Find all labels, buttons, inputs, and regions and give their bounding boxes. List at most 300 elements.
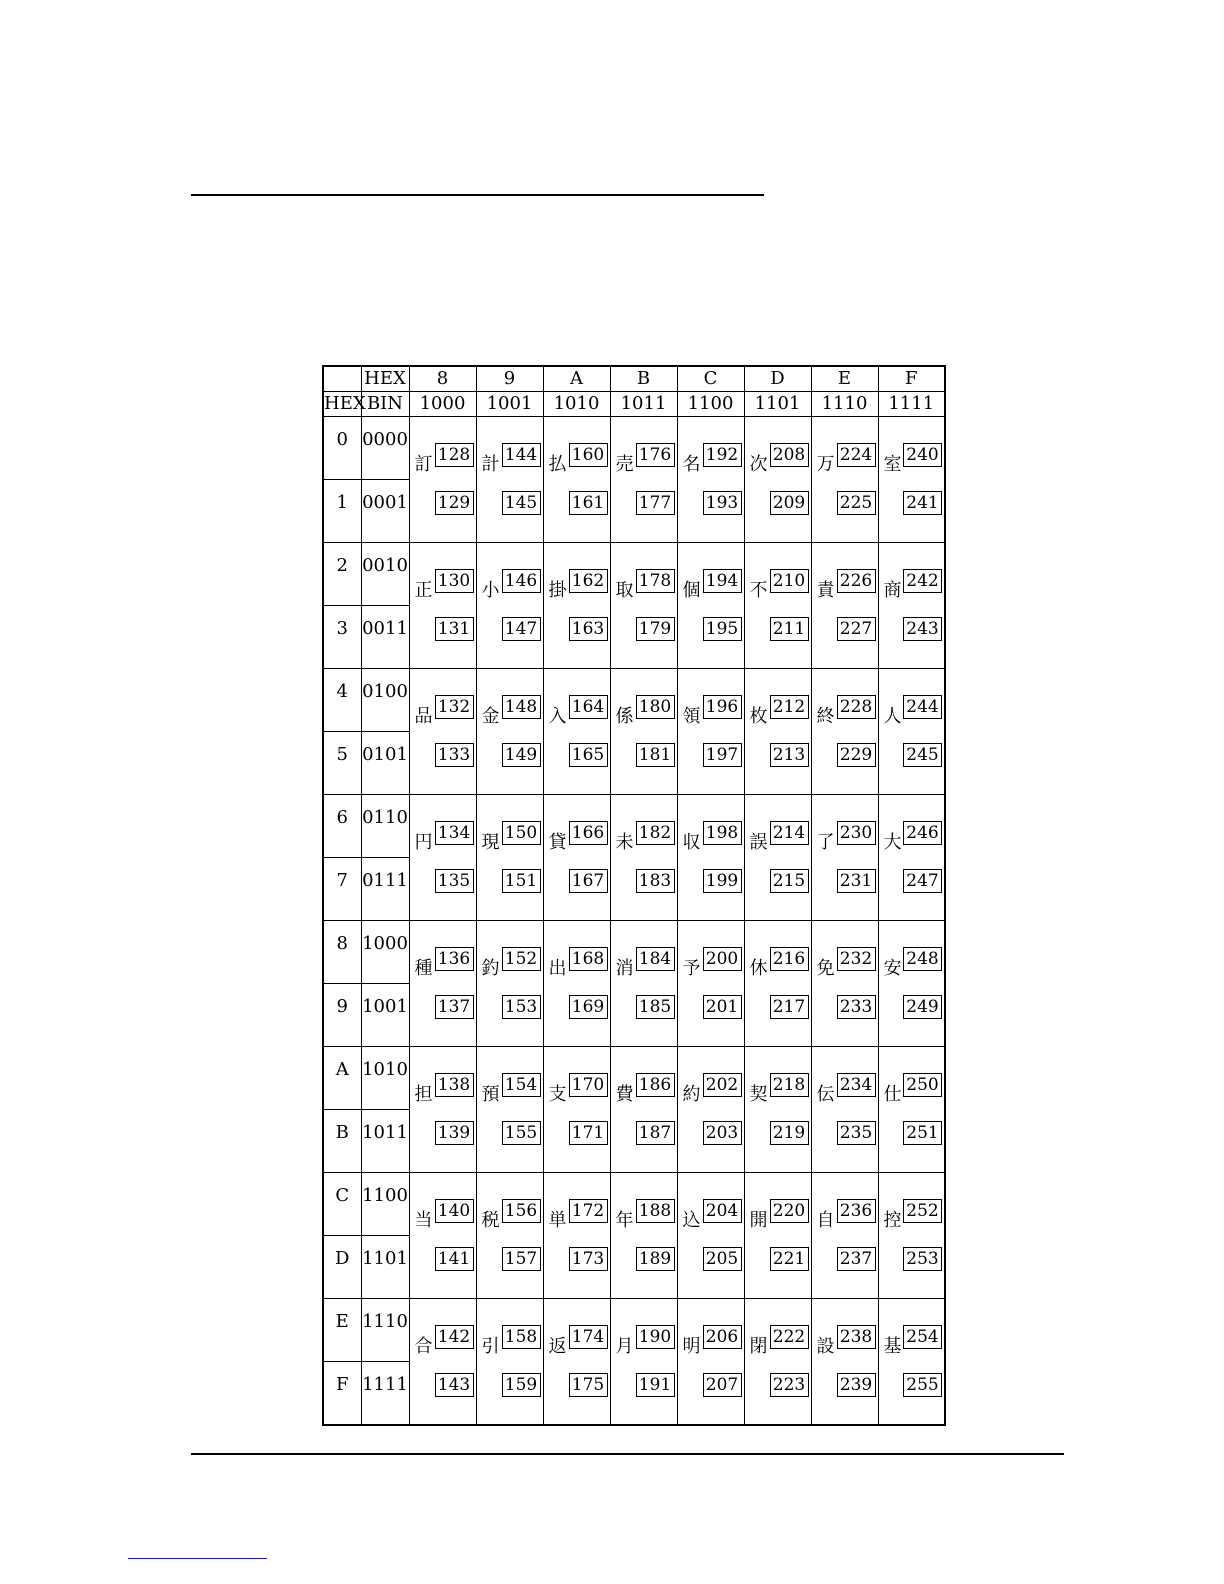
kanji-char: 訂 — [414, 454, 433, 475]
char-cell — [610, 669, 677, 795]
char-cell — [409, 1173, 476, 1299]
char-cell — [476, 1047, 543, 1173]
code-box: 128 — [435, 443, 474, 467]
low-nibble-bin: 1001 — [361, 984, 409, 1047]
footer-link-underline — [128, 1558, 267, 1559]
code-box: 196 — [703, 695, 742, 719]
char-cell — [677, 1299, 744, 1426]
char-cell — [409, 669, 476, 795]
low-nibble-bin: 0101 — [361, 732, 409, 795]
kanji-char: 不 — [749, 580, 768, 601]
code-box: 185 — [636, 995, 675, 1019]
char-cell — [409, 795, 476, 921]
char-cell — [610, 543, 677, 669]
char-cell — [811, 921, 878, 1047]
kanji-char: 免 — [816, 958, 835, 979]
code-box: 197 — [703, 743, 742, 767]
kanji-char: 誤 — [749, 832, 768, 853]
high-nibble-hex: D — [744, 366, 811, 392]
code-box: 145 — [502, 491, 541, 515]
code-box: 180 — [636, 695, 675, 719]
kanji-char: 係 — [615, 706, 634, 727]
code-box: 138 — [435, 1073, 474, 1097]
low-nibble-bin: 0111 — [361, 858, 409, 921]
kanji-char: 取 — [615, 580, 634, 601]
high-nibble-hex: 8 — [409, 366, 476, 392]
kanji-char: 月 — [615, 1336, 634, 1357]
code-box: 212 — [770, 695, 809, 719]
high-nibble-bin: 1101 — [744, 392, 811, 417]
low-nibble-bin: 1000 — [361, 921, 409, 984]
code-box: 244 — [903, 695, 942, 719]
code-box: 235 — [837, 1121, 876, 1145]
char-cell — [677, 795, 744, 921]
kanji-char: 伝 — [816, 1084, 835, 1105]
char-cell — [409, 543, 476, 669]
code-box: 250 — [903, 1073, 942, 1097]
char-cell — [610, 1299, 677, 1426]
code-box: 140 — [435, 1199, 474, 1223]
code-box: 253 — [903, 1247, 942, 1271]
char-cell — [610, 921, 677, 1047]
kanji-char: 込 — [682, 1210, 701, 1231]
code-box: 192 — [703, 443, 742, 467]
code-box: 209 — [770, 491, 809, 515]
kanji-char: 貸 — [548, 832, 567, 853]
code-box: 220 — [770, 1199, 809, 1223]
code-box: 173 — [569, 1247, 608, 1271]
code-box: 205 — [703, 1247, 742, 1271]
low-nibble-bin: 1110 — [361, 1299, 409, 1362]
code-box: 139 — [435, 1121, 474, 1145]
code-box: 234 — [837, 1073, 876, 1097]
low-nibble-hex: A — [323, 1047, 361, 1110]
code-box: 144 — [502, 443, 541, 467]
code-box: 150 — [502, 821, 541, 845]
char-cell — [811, 795, 878, 921]
char-cell — [878, 1299, 945, 1426]
code-box: 189 — [636, 1247, 675, 1271]
char-cell — [744, 795, 811, 921]
char-cell — [610, 417, 677, 543]
code-box: 184 — [636, 947, 675, 971]
char-cell — [878, 795, 945, 921]
code-box: 136 — [435, 947, 474, 971]
kanji-char: 万 — [816, 454, 835, 475]
code-box: 217 — [770, 995, 809, 1019]
char-cell — [744, 1047, 811, 1173]
kanji-char: 単 — [548, 1210, 567, 1231]
code-box: 156 — [502, 1199, 541, 1223]
code-box: 168 — [569, 947, 608, 971]
char-cell — [811, 543, 878, 669]
high-nibble-hex: E — [811, 366, 878, 392]
code-box: 238 — [837, 1325, 876, 1349]
code-box: 165 — [569, 743, 608, 767]
code-box: 171 — [569, 1121, 608, 1145]
code-box: 153 — [502, 995, 541, 1019]
code-box: 187 — [636, 1121, 675, 1145]
char-cell — [476, 1173, 543, 1299]
char-cell — [543, 543, 610, 669]
corner-cell — [323, 366, 361, 392]
kanji-char: 預 — [481, 1084, 500, 1105]
code-box: 230 — [837, 821, 876, 845]
low-nibble-bin: 0001 — [361, 480, 409, 543]
kanji-char: 引 — [481, 1336, 500, 1357]
kanji-char: 明 — [682, 1336, 701, 1357]
code-box: 142 — [435, 1325, 474, 1349]
high-nibble-bin: 1000 — [409, 392, 476, 417]
char-cell — [677, 1173, 744, 1299]
kanji-char: 支 — [548, 1084, 567, 1105]
kanji-char: 年 — [615, 1210, 634, 1231]
code-box: 204 — [703, 1199, 742, 1223]
code-box: 157 — [502, 1247, 541, 1271]
char-cell — [744, 1299, 811, 1426]
code-box: 134 — [435, 821, 474, 845]
code-box: 162 — [569, 569, 608, 593]
kanji-char: 名 — [682, 454, 701, 475]
kanji-char: 収 — [682, 832, 701, 853]
code-box: 202 — [703, 1073, 742, 1097]
kanji-char: 小 — [481, 580, 500, 601]
kanji-char: 個 — [682, 580, 701, 601]
code-box: 129 — [435, 491, 474, 515]
code-box: 236 — [837, 1199, 876, 1223]
char-cell — [409, 1047, 476, 1173]
kanji-char: 予 — [682, 958, 701, 979]
char-cell — [744, 417, 811, 543]
code-box: 247 — [903, 869, 942, 893]
char-cell — [543, 1047, 610, 1173]
code-box: 186 — [636, 1073, 675, 1097]
char-cell — [878, 543, 945, 669]
code-box: 243 — [903, 617, 942, 641]
code-box: 207 — [703, 1373, 742, 1397]
char-cell — [677, 417, 744, 543]
kanji-char: 正 — [414, 580, 433, 601]
code-box: 174 — [569, 1325, 608, 1349]
char-cell — [878, 1047, 945, 1173]
low-nibble-hex: 3 — [323, 606, 361, 669]
code-box: 206 — [703, 1325, 742, 1349]
code-box: 190 — [636, 1325, 675, 1349]
char-cell — [409, 417, 476, 543]
code-box: 232 — [837, 947, 876, 971]
char-cell — [476, 795, 543, 921]
char-cell — [543, 1299, 610, 1426]
char-cell — [811, 1173, 878, 1299]
kanji-char: 自 — [816, 1210, 835, 1231]
kanji-char: 未 — [615, 832, 634, 853]
low-nibble-bin: 0000 — [361, 417, 409, 480]
code-box: 181 — [636, 743, 675, 767]
code-box: 225 — [837, 491, 876, 515]
kanji-char: 約 — [682, 1084, 701, 1105]
code-box: 130 — [435, 569, 474, 593]
code-box: 255 — [903, 1373, 942, 1397]
char-cell — [677, 543, 744, 669]
low-nibble-hex: 7 — [323, 858, 361, 921]
kanji-char: 休 — [749, 958, 768, 979]
code-box: 164 — [569, 695, 608, 719]
kanji-char: 売 — [615, 454, 634, 475]
kanji-char: 仕 — [883, 1084, 902, 1105]
code-box: 188 — [636, 1199, 675, 1223]
char-cell — [543, 1173, 610, 1299]
character-code-table — [322, 365, 946, 1426]
code-box: 245 — [903, 743, 942, 767]
code-box: 133 — [435, 743, 474, 767]
code-box: 146 — [502, 569, 541, 593]
char-cell — [409, 1299, 476, 1426]
code-box: 201 — [703, 995, 742, 1019]
code-box: 151 — [502, 869, 541, 893]
low-nibble-hex: 5 — [323, 732, 361, 795]
code-box: 147 — [502, 617, 541, 641]
high-nibble-bin: 1001 — [476, 392, 543, 417]
hex-header-label: HEX — [361, 366, 409, 392]
low-nibble-bin: 1101 — [361, 1236, 409, 1299]
kanji-char: 契 — [749, 1084, 768, 1105]
code-box: 154 — [502, 1073, 541, 1097]
code-box: 251 — [903, 1121, 942, 1145]
kanji-char: 計 — [481, 454, 500, 475]
char-cell — [677, 669, 744, 795]
char-cell — [409, 921, 476, 1047]
kanji-char: 人 — [883, 706, 902, 727]
kanji-char: 安 — [883, 958, 902, 979]
char-cell — [878, 921, 945, 1047]
code-box: 170 — [569, 1073, 608, 1097]
code-box: 252 — [903, 1199, 942, 1223]
kanji-char: 責 — [816, 580, 835, 601]
kanji-char: 商 — [883, 580, 902, 601]
low-nibble-hex: 2 — [323, 543, 361, 606]
char-cell — [610, 795, 677, 921]
kanji-char: 円 — [414, 832, 433, 853]
low-nibble-hex: 4 — [323, 669, 361, 732]
low-nibble-bin: 0011 — [361, 606, 409, 669]
footer-rule — [191, 1453, 1064, 1455]
high-nibble-bin: 1010 — [543, 392, 610, 417]
code-box: 240 — [903, 443, 942, 467]
high-nibble-bin: 1110 — [811, 392, 878, 417]
char-cell — [543, 417, 610, 543]
low-nibble-bin: 0110 — [361, 795, 409, 858]
code-box: 143 — [435, 1373, 474, 1397]
code-box: 219 — [770, 1121, 809, 1145]
kanji-char: 現 — [481, 832, 500, 853]
low-nibble-hex: 8 — [323, 921, 361, 984]
kanji-char: 領 — [682, 706, 701, 727]
code-box: 242 — [903, 569, 942, 593]
code-box: 239 — [837, 1373, 876, 1397]
code-box: 167 — [569, 869, 608, 893]
char-cell — [677, 1047, 744, 1173]
char-cell — [543, 921, 610, 1047]
kanji-char: 設 — [816, 1336, 835, 1357]
low-nibble-hex: 9 — [323, 984, 361, 1047]
code-box: 193 — [703, 491, 742, 515]
high-nibble-bin: 1011 — [610, 392, 677, 417]
code-box: 131 — [435, 617, 474, 641]
char-cell — [744, 1173, 811, 1299]
code-box: 199 — [703, 869, 742, 893]
kanji-char: 閉 — [749, 1336, 768, 1357]
code-box: 132 — [435, 695, 474, 719]
code-box: 233 — [837, 995, 876, 1019]
kanji-char: 掛 — [548, 580, 567, 601]
code-box: 198 — [703, 821, 742, 845]
char-cell — [744, 669, 811, 795]
char-cell — [811, 1047, 878, 1173]
high-nibble-hex: A — [543, 366, 610, 392]
char-cell — [476, 669, 543, 795]
code-box: 148 — [502, 695, 541, 719]
low-nibble-bin: 1111 — [361, 1362, 409, 1426]
code-box: 194 — [703, 569, 742, 593]
char-cell — [610, 1047, 677, 1173]
kanji-char: 控 — [883, 1210, 902, 1231]
code-box: 221 — [770, 1247, 809, 1271]
code-box: 218 — [770, 1073, 809, 1097]
code-box: 227 — [837, 617, 876, 641]
kanji-char: 税 — [481, 1210, 500, 1231]
low-nibble-bin: 1011 — [361, 1110, 409, 1173]
code-box: 166 — [569, 821, 608, 845]
code-box: 182 — [636, 821, 675, 845]
low-nibble-hex: B — [323, 1110, 361, 1173]
kanji-char: 釣 — [481, 958, 500, 979]
code-box: 254 — [903, 1325, 942, 1349]
code-box: 160 — [569, 443, 608, 467]
code-box: 203 — [703, 1121, 742, 1145]
code-box: 223 — [770, 1373, 809, 1397]
code-box: 178 — [636, 569, 675, 593]
char-cell — [543, 669, 610, 795]
code-box: 210 — [770, 569, 809, 593]
low-nibble-bin: 0010 — [361, 543, 409, 606]
code-box: 249 — [903, 995, 942, 1019]
code-box: 222 — [770, 1325, 809, 1349]
code-box: 229 — [837, 743, 876, 767]
char-cell — [744, 921, 811, 1047]
kanji-char: 室 — [883, 454, 902, 475]
hex-row-label: HEX — [323, 392, 361, 417]
kanji-char: 消 — [615, 958, 634, 979]
code-box: 224 — [837, 443, 876, 467]
bin-header-label: BIN — [361, 392, 409, 417]
code-box: 175 — [569, 1373, 608, 1397]
low-nibble-hex: C — [323, 1173, 361, 1236]
code-box: 163 — [569, 617, 608, 641]
kanji-char: 終 — [816, 706, 835, 727]
code-box: 159 — [502, 1373, 541, 1397]
kanji-char: 当 — [414, 1210, 433, 1231]
header-rule — [191, 194, 764, 196]
char-cell — [811, 1299, 878, 1426]
low-nibble-hex: 0 — [323, 417, 361, 480]
code-box: 152 — [502, 947, 541, 971]
code-box: 155 — [502, 1121, 541, 1145]
char-cell — [744, 543, 811, 669]
code-box: 169 — [569, 995, 608, 1019]
kanji-char: 出 — [548, 958, 567, 979]
char-cell — [677, 921, 744, 1047]
char-cell — [543, 795, 610, 921]
code-box: 231 — [837, 869, 876, 893]
high-nibble-hex: C — [677, 366, 744, 392]
code-box: 211 — [770, 617, 809, 641]
code-box: 228 — [837, 695, 876, 719]
low-nibble-hex: 6 — [323, 795, 361, 858]
char-cell — [878, 1173, 945, 1299]
code-box: 200 — [703, 947, 742, 971]
kanji-char: 返 — [548, 1336, 567, 1357]
low-nibble-hex: E — [323, 1299, 361, 1362]
code-box: 226 — [837, 569, 876, 593]
low-nibble-hex: 1 — [323, 480, 361, 543]
kanji-char: 枚 — [749, 706, 768, 727]
char-cell — [476, 1299, 543, 1426]
kanji-char: 品 — [414, 706, 433, 727]
code-box: 137 — [435, 995, 474, 1019]
kanji-char: 費 — [615, 1084, 634, 1105]
char-cell — [811, 417, 878, 543]
char-cell — [610, 1173, 677, 1299]
code-box: 183 — [636, 869, 675, 893]
code-box: 141 — [435, 1247, 474, 1271]
code-box: 176 — [636, 443, 675, 467]
high-nibble-bin: 1100 — [677, 392, 744, 417]
high-nibble-hex: 9 — [476, 366, 543, 392]
code-box: 172 — [569, 1199, 608, 1223]
char-cell — [476, 417, 543, 543]
high-nibble-hex: F — [878, 366, 945, 392]
code-box: 241 — [903, 491, 942, 515]
code-box: 248 — [903, 947, 942, 971]
kanji-char: 開 — [749, 1210, 768, 1231]
code-box: 135 — [435, 869, 474, 893]
char-cell — [476, 921, 543, 1047]
code-box: 177 — [636, 491, 675, 515]
code-box: 214 — [770, 821, 809, 845]
char-cell — [476, 543, 543, 669]
code-box: 161 — [569, 491, 608, 515]
low-nibble-bin: 1100 — [361, 1173, 409, 1236]
code-box: 237 — [837, 1247, 876, 1271]
kanji-char: 基 — [883, 1336, 902, 1357]
high-nibble-bin: 1111 — [878, 392, 945, 417]
high-nibble-hex: B — [610, 366, 677, 392]
kanji-char: 了 — [816, 832, 835, 853]
kanji-char: 合 — [414, 1336, 433, 1357]
code-box: 246 — [903, 821, 942, 845]
kanji-char: 種 — [414, 958, 433, 979]
low-nibble-bin: 1010 — [361, 1047, 409, 1110]
code-box: 216 — [770, 947, 809, 971]
kanji-char: 担 — [414, 1084, 433, 1105]
char-cell — [878, 417, 945, 543]
kanji-char: 次 — [749, 454, 768, 475]
code-box: 208 — [770, 443, 809, 467]
code-box: 213 — [770, 743, 809, 767]
kanji-char: 払 — [548, 454, 567, 475]
code-box: 191 — [636, 1373, 675, 1397]
code-box: 179 — [636, 617, 675, 641]
